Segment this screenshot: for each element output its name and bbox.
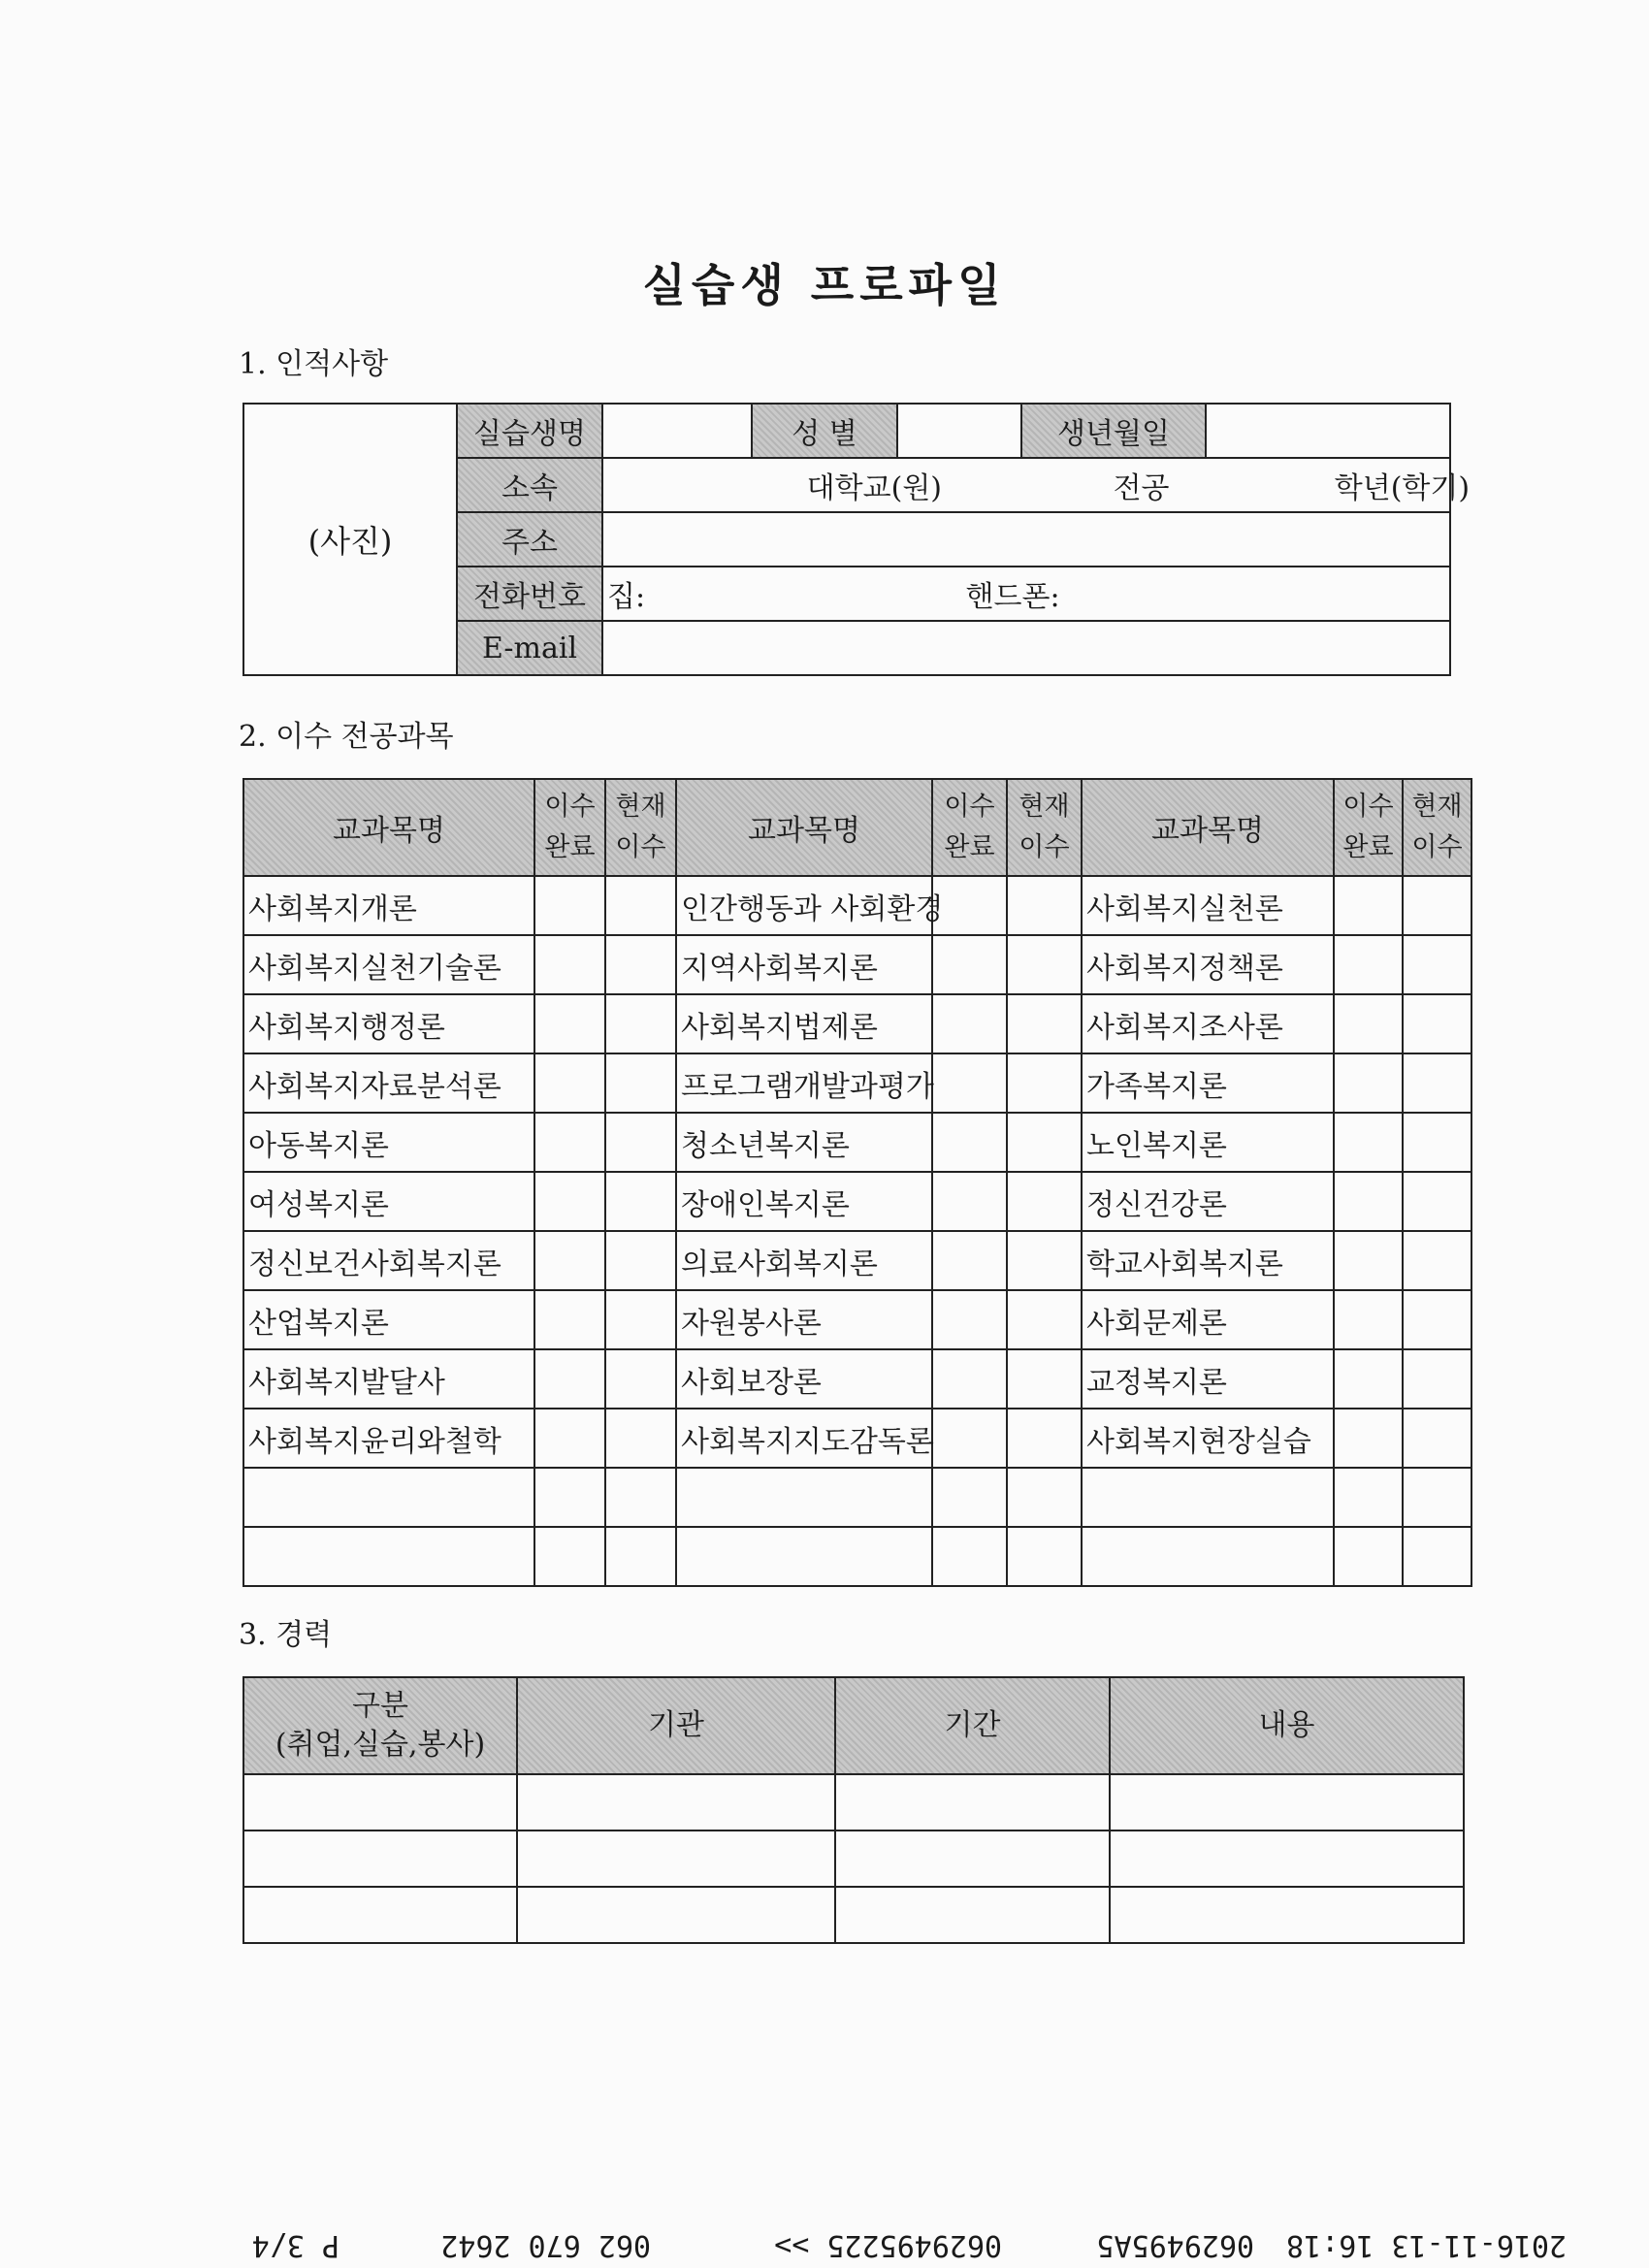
category-field[interactable]	[243, 1887, 517, 1943]
course-name: 사회복지지도감독론	[676, 1409, 932, 1468]
current-checkbox[interactable]	[605, 1172, 676, 1231]
address-field[interactable]	[602, 512, 1450, 567]
current-checkbox[interactable]	[1403, 1349, 1471, 1409]
home-phone-label: 집:	[607, 580, 646, 614]
course-name: 사회복지발달사	[243, 1349, 534, 1409]
fax-page: P 3/4	[251, 2228, 340, 2262]
current-checkbox[interactable]	[605, 1053, 676, 1113]
completed-checkbox[interactable]	[534, 1053, 605, 1113]
header-course-name: 교과목명	[676, 779, 932, 876]
completed-checkbox[interactable]	[1334, 1349, 1403, 1409]
course-name: 지역사회복지론	[676, 935, 932, 994]
gender-label: 성 별	[752, 404, 897, 458]
fax-sender: 0629495A5	[1096, 2228, 1254, 2262]
course-name: 청소년복지론	[676, 1113, 932, 1172]
current-checkbox[interactable]	[1403, 1409, 1471, 1468]
completed-checkbox[interactable]	[1334, 994, 1403, 1053]
current-checkbox[interactable]	[1403, 1290, 1471, 1349]
current-checkbox[interactable]	[605, 994, 676, 1053]
course-name: 사회복지행정론	[243, 994, 534, 1053]
header-course-name: 교과목명	[243, 779, 534, 876]
course-name	[676, 1527, 932, 1586]
email-field[interactable]	[602, 621, 1450, 675]
completed-checkbox[interactable]	[534, 994, 605, 1053]
completed-checkbox[interactable]	[534, 1231, 605, 1290]
current-checkbox[interactable]	[605, 1290, 676, 1349]
affiliation-label: 소속	[457, 458, 602, 512]
category-field[interactable]	[243, 1831, 517, 1887]
course-row	[243, 1172, 1471, 1231]
career-row	[243, 1887, 1464, 1943]
career-header-row	[243, 1677, 1464, 1774]
courses-table	[242, 778, 1472, 1587]
mobile-label: 핸드폰:	[965, 580, 1060, 614]
completed-checkbox[interactable]	[932, 876, 1007, 935]
completed-checkbox[interactable]	[932, 1113, 1007, 1172]
category-field[interactable]	[243, 1774, 517, 1831]
major-label: 전공	[1113, 471, 1170, 505]
personal-info-table	[242, 403, 1471, 676]
current-checkbox[interactable]	[1403, 1231, 1471, 1290]
course-name	[676, 1468, 932, 1527]
current-checkbox[interactable]	[1403, 1527, 1471, 1586]
current-checkbox[interactable]	[605, 1527, 676, 1586]
course-name: 사회복지정책론	[1082, 935, 1334, 994]
header-completed: 이수 완료	[1334, 779, 1403, 876]
course-row	[243, 1409, 1471, 1468]
current-checkbox[interactable]	[605, 1468, 676, 1527]
course-name: 정신건강론	[1082, 1172, 1334, 1231]
completed-checkbox[interactable]	[932, 1172, 1007, 1231]
course-name: 사회복지개론	[243, 876, 534, 935]
course-name	[243, 1527, 534, 1586]
course-name: 아동복지론	[243, 1113, 534, 1172]
course-row	[243, 1468, 1471, 1527]
career-table	[242, 1676, 1465, 1944]
section-heading-career: 3. 경력	[239, 1618, 333, 1652]
completed-checkbox[interactable]	[1334, 1409, 1403, 1468]
address-label: 주소	[457, 512, 602, 567]
completed-checkbox[interactable]	[932, 1349, 1007, 1409]
completed-checkbox[interactable]	[932, 935, 1007, 994]
course-name: 프로그램개발과평가	[676, 1053, 932, 1113]
header-content: 내용	[1110, 1677, 1464, 1774]
course-name: 사회복지법제론	[676, 994, 932, 1053]
current-checkbox[interactable]	[605, 1349, 676, 1409]
completed-checkbox[interactable]	[1334, 1231, 1403, 1290]
birth-label: 생년월일	[1021, 404, 1206, 458]
current-checkbox[interactable]	[1007, 1231, 1082, 1290]
course-row	[243, 1113, 1471, 1172]
course-name: 사회복지조사론	[1082, 994, 1334, 1053]
content-field[interactable]	[1110, 1887, 1464, 1943]
course-row	[243, 935, 1471, 994]
period-field[interactable]	[835, 1774, 1110, 1831]
completed-checkbox[interactable]	[534, 1409, 605, 1468]
header-category: 구분 (취업,실습,봉사)	[243, 1677, 517, 1774]
phone-field[interactable]	[602, 567, 1450, 621]
course-row	[243, 1527, 1471, 1586]
career-row	[243, 1831, 1464, 1887]
course-name: 사회복지현장실습	[1082, 1409, 1334, 1468]
current-checkbox[interactable]	[1403, 876, 1471, 935]
name-field[interactable]	[602, 404, 752, 458]
period-field[interactable]	[835, 1831, 1110, 1887]
completed-checkbox[interactable]	[534, 935, 605, 994]
period-field[interactable]	[835, 1887, 1110, 1943]
courses-header-row	[243, 779, 1471, 876]
current-checkbox[interactable]	[1007, 1290, 1082, 1349]
course-name: 사회복지실천기술론	[243, 935, 534, 994]
header-current: 현재 이수	[1403, 779, 1471, 876]
course-name: 정신보건사회복지론	[243, 1231, 534, 1290]
completed-checkbox[interactable]	[534, 876, 605, 935]
completed-checkbox[interactable]	[932, 1231, 1007, 1290]
affiliation-field[interactable]	[602, 458, 1471, 512]
course-name: 가족복지론	[1082, 1053, 1334, 1113]
header-institution: 기관	[517, 1677, 835, 1774]
current-checkbox[interactable]	[1403, 1053, 1471, 1113]
current-checkbox[interactable]	[605, 1409, 676, 1468]
course-name	[1082, 1468, 1334, 1527]
fax-footer	[209, 2227, 1567, 2262]
completed-checkbox[interactable]	[534, 1113, 605, 1172]
completed-checkbox[interactable]	[534, 1527, 605, 1586]
current-checkbox[interactable]	[605, 876, 676, 935]
fax-arrow: 0629495225 >>	[774, 2228, 1002, 2262]
fax-number: 062 670 2642	[440, 2228, 651, 2262]
name-label: 실습생명	[457, 404, 602, 458]
completed-checkbox[interactable]	[534, 1468, 605, 1527]
course-row	[243, 1053, 1471, 1113]
course-name: 인간행동과 사회환경	[676, 876, 932, 935]
current-checkbox[interactable]	[1403, 994, 1471, 1053]
current-checkbox[interactable]	[1403, 1172, 1471, 1231]
institution-field[interactable]	[517, 1887, 835, 1943]
current-checkbox[interactable]	[605, 935, 676, 994]
course-name: 장애인복지론	[676, 1172, 932, 1231]
fax-timestamp: 2016-11-13 16:18	[1286, 2228, 1567, 2262]
course-name: 사회복지자료분석론	[243, 1053, 534, 1113]
current-checkbox[interactable]	[605, 1113, 676, 1172]
current-checkbox[interactable]	[1403, 935, 1471, 994]
course-name: 자원봉사론	[676, 1290, 932, 1349]
current-checkbox[interactable]	[1007, 876, 1082, 935]
course-name	[1082, 1527, 1334, 1586]
course-name	[243, 1468, 534, 1527]
course-row	[243, 876, 1471, 935]
completed-checkbox[interactable]	[932, 1527, 1007, 1586]
completed-checkbox[interactable]	[932, 1053, 1007, 1113]
course-name: 노인복지론	[1082, 1113, 1334, 1172]
course-name: 여성복지론	[243, 1172, 534, 1231]
header-current: 현재 이수	[605, 779, 676, 876]
current-checkbox[interactable]	[1007, 1409, 1082, 1468]
completed-checkbox[interactable]	[1334, 935, 1403, 994]
course-name: 사회복지윤리와철학	[243, 1409, 534, 1468]
section-heading-courses: 2. 이수 전공과목	[239, 720, 454, 754]
course-row	[243, 1231, 1471, 1290]
course-name: 사회복지실천론	[1082, 876, 1334, 935]
grade-label: 학년(학기)	[1334, 471, 1471, 505]
completed-checkbox[interactable]	[534, 1172, 605, 1231]
completed-checkbox[interactable]	[932, 1290, 1007, 1349]
completed-checkbox[interactable]	[1334, 1113, 1403, 1172]
completed-checkbox[interactable]	[932, 994, 1007, 1053]
current-checkbox[interactable]	[1007, 1349, 1082, 1409]
course-name: 의료사회복지론	[676, 1231, 932, 1290]
course-name: 사회문제론	[1082, 1290, 1334, 1349]
course-row	[243, 1290, 1471, 1349]
phone-label: 전화번호	[457, 567, 602, 621]
university-label: 대학교(원)	[806, 471, 942, 505]
content-field[interactable]	[1110, 1774, 1464, 1831]
completed-checkbox[interactable]	[1334, 1172, 1403, 1231]
completed-checkbox[interactable]	[1334, 1053, 1403, 1113]
completed-checkbox[interactable]	[1334, 1527, 1403, 1586]
course-row	[243, 1349, 1471, 1409]
course-name: 사회보장론	[676, 1349, 932, 1409]
completed-checkbox[interactable]	[932, 1468, 1007, 1527]
page-title: 실습생 프로파일	[642, 259, 1007, 311]
header-period: 기간	[835, 1677, 1110, 1774]
course-row	[243, 994, 1471, 1053]
header-completed: 이수 완료	[932, 779, 1007, 876]
institution-field[interactable]	[517, 1831, 835, 1887]
current-checkbox[interactable]	[1403, 1113, 1471, 1172]
birth-field[interactable]	[1206, 404, 1450, 458]
completed-checkbox[interactable]	[534, 1290, 605, 1349]
email-label: E-mail	[457, 621, 602, 675]
completed-checkbox[interactable]	[1334, 1290, 1403, 1349]
current-checkbox[interactable]	[1007, 1172, 1082, 1231]
current-checkbox[interactable]	[1007, 1053, 1082, 1113]
current-checkbox[interactable]	[1403, 1468, 1471, 1527]
course-name: 학교사회복지론	[1082, 1231, 1334, 1290]
header-completed: 이수 완료	[534, 779, 605, 876]
current-checkbox[interactable]	[605, 1231, 676, 1290]
current-checkbox[interactable]	[1007, 994, 1082, 1053]
header-current: 현재 이수	[1007, 779, 1082, 876]
completed-checkbox[interactable]	[1334, 1468, 1403, 1527]
course-name: 산업복지론	[243, 1290, 534, 1349]
content-field[interactable]	[1110, 1831, 1464, 1887]
current-checkbox[interactable]	[1007, 1468, 1082, 1527]
career-row	[243, 1774, 1464, 1831]
gender-field[interactable]	[897, 404, 1021, 458]
current-checkbox[interactable]	[1007, 1527, 1082, 1586]
header-course-name: 교과목명	[1082, 779, 1334, 876]
completed-checkbox[interactable]	[932, 1409, 1007, 1468]
course-name: 교정복지론	[1082, 1349, 1334, 1409]
current-checkbox[interactable]	[1007, 935, 1082, 994]
photo-cell: (사진)	[243, 404, 457, 675]
section-heading-personal: 1. 인적사항	[239, 347, 389, 381]
completed-checkbox[interactable]	[1334, 876, 1403, 935]
institution-field[interactable]	[517, 1774, 835, 1831]
current-checkbox[interactable]	[1007, 1113, 1082, 1172]
completed-checkbox[interactable]	[534, 1349, 605, 1409]
